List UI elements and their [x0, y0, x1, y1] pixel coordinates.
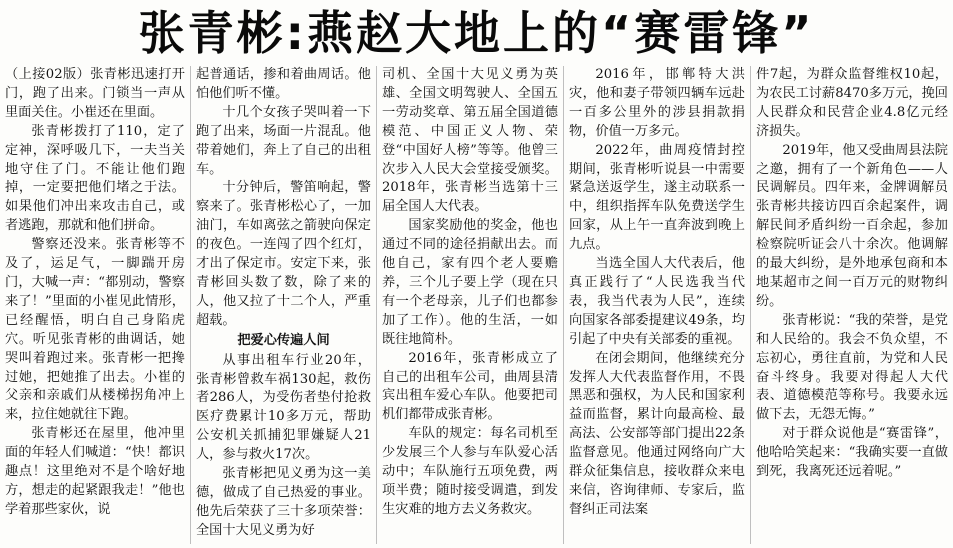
article-paragraph: 2022年，曲周疫情封控期间，张青彬听说县一中需要紧急送返学生，遂主动联系一中，组织指挥车队免费送学生回家，从上午一直奔波到晚上九点。 — [569, 142, 745, 253]
article-column-2 — [190, 66, 376, 544]
article-column-3 — [376, 66, 563, 544]
article-column-1 — [0, 66, 190, 544]
article-paragraph: 十几个女孩子哭叫着一下跑了出来，场面一片混乱。他带着她们，奔上了自己的出租车。 — [196, 104, 371, 177]
article-paragraph: 司机、全国十大见义勇为英雄、全国文明驾驶人、全国五一劳动奖章、第五届全国道德模范、中国正义人物、荣登“中国好人榜”等等。他曾三次步入人民大会堂接受颁奖。2018年，张青彬当选第十三届全国人大代表。 — [382, 67, 558, 215]
article-column-5 — [750, 66, 953, 544]
article-paragraph: 十分钟后，警笛响起，警察来了。张青彬松心了，一加油门，车如离弦之箭驶向保定的夜色。一连闯了四个红灯，才出了保定市。安定下来，张青彬回头数了数，除了来的人，他又拉了十二个人，严重超载。 — [196, 180, 371, 328]
article-paragraph: 2019年，他又受曲周县法院之邀，拥有了一个新角色——人民调解员。四年来，金牌调解员张青彬共接访四百余起案件，调解民间矛盾纠纷一百余起，参加检察院听证会八十余次。他调解的最大纠纷，是外地承包商和本地某超市之间一百万元的财物纠纷。 — [756, 142, 948, 309]
article-paragraph: 张青彬把见义勇为这一美德，做成了自己热爱的事业。他先后荣获了三十多项荣誉：全国十大见义勇为好 — [196, 466, 371, 538]
article-paragraph: 张青彬说：“我的荣誉，是党和人民给的。我会不负众望，不忘初心，勇往直前，为党和人民奋斗终身。我要对得起人大代表、道德模范等称号。我要永远做下去，无怨无悔。” — [756, 312, 948, 423]
article-paragraph: 国家奖励他的奖金，他也通过不同的途径捐献出去。而他自己，家有四个老人要赡养，三个儿子要上学（现在只有一个老母亲，儿子们也都参加了工作）。他的生活，一如既往地简朴。 — [382, 218, 558, 347]
article-paragraph: 起普通话，掺和着曲周话。他怕他们听不懂。 — [196, 67, 371, 101]
article-column-4 — [563, 66, 750, 544]
article-paragraph: 在闭会期间，他继续充分发挥人大代表监督作用，不畏黑恶和强权，为人民和国家利益而监督，累计向最高检、最高法、公安部等部门提出22条监督意见。他通过网络向广大群众征集信息，接收群众来电来信，咨询律师、专家后，监督纠正司法案 — [569, 350, 745, 517]
article-paragraph: 车队的规定：每名司机至少发展三个人参与车队爱心活动中；车队施行五项免费，两项半费；随时接受调遣，到发生灾难的地方去义务救灾。 — [382, 426, 558, 517]
article-paragraph: 2016年，邯郸特大洪灾，他和妻子带领四辆车远赴一百多公里外的涉县捐款捐物，价值一万多元。 — [569, 67, 745, 139]
article-paragraph: 警察还没来。张青彬等不及了，运足气，一脚踹开房门，大喊一声：“都别动，警察来了！”里面的小崔见此情形，已经醒悟，明白自己身陷虎穴。听见张青彬的曲调话，她哭叫着跑过来。张青彬一把搀过她，把她推了出去。小崔的父亲和亲戚们从楼梯拐角冲上来，拉住她就往下跑。 — [5, 237, 185, 423]
article-paragraph: 当选全国人大代表后，他真正践行了“人民选我当代表，我当代表为人民”，连续向国家各部委提建议49条，均引起了中央有关部委的重视。 — [569, 256, 745, 347]
section-subheading: 把爱心传遍人间 — [237, 332, 330, 348]
article-paragraph: 张青彬还在屋里，他冲里面的年轻人们喊道：“快！都识趣点！这里绝对不是个啥好地方，想走的起紧跟我走！”他也学着那些家伙，说 — [5, 426, 185, 517]
article-paragraph: （上接02版）张青彬迅速打开门，跑了出来。门锁当一声从里面关住。小崔还在里面。 — [5, 67, 185, 120]
article-paragraph: 2016年，张青彬成立了自己的出租车公司，曲周县清宾出租车爱心车队。他要把司机们都带成张青彬。 — [382, 350, 558, 423]
headline: 张青彬:燕赵大地上的“赛雷锋” — [138, 6, 815, 60]
article-paragraph: 对于群众说他是“赛雷锋”，他哈哈笑起来：“我确实要一直做到死，我离死还远着呢。” — [756, 426, 948, 480]
article-paragraph: 件7起，为群众监督维权10起，为农民工讨薪8470多万元，挽回人民群众和民营企业4.8亿元经济损失。 — [756, 67, 948, 139]
article-paragraph: 张青彬拨打了110，定了定神，深呼吸几下，一夫当关地守住了门。不能让他们跑掉，一定要把他们堵之于法。如果他们冲出来攻击自己，或者逃跑，那就和他们拼命。 — [5, 123, 185, 234]
article-columns — [0, 66, 953, 544]
article-paragraph: 从事出租车行业20年，张青彬曾救车祸130起，救伤者286人，为受伤者垫付抢救医疗费累计10多万元，帮助公安机关抓捕犯罪嫌疑人21人，参与救火17次。 — [196, 352, 371, 463]
